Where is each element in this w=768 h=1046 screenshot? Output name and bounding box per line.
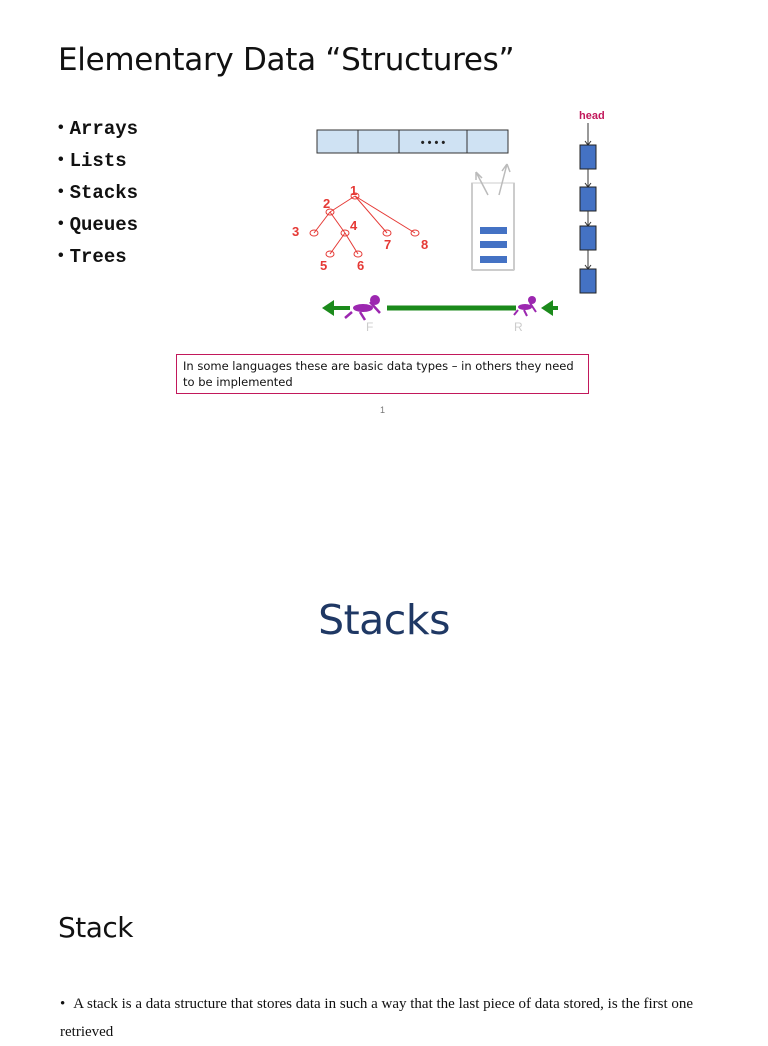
tree-label: 2 [323, 196, 331, 211]
data-structures-diagram [0, 100, 768, 340]
bullet-marker: • [60, 996, 66, 1012]
bullet-item: • Queues [58, 214, 139, 236]
bullet-text: Arrays [69, 118, 139, 140]
bullet-item: • Arrays [58, 118, 139, 140]
page-number: 1 [380, 405, 386, 415]
head-label: head [579, 110, 605, 122]
bullet-item: • Stacks [58, 182, 139, 204]
rear-figure-icon [514, 296, 536, 316]
description-text: A stack is a data structure that stores data in such a way that the last piece of data stored, is the first one retrieved [60, 996, 694, 1040]
queue-diagram [322, 295, 558, 334]
linked-list-diagram [579, 110, 605, 293]
front-figure-icon [345, 295, 380, 320]
bullet-text: Queues [69, 214, 139, 236]
tree-label: 3 [292, 224, 300, 239]
array-ellipsis: • • • • [420, 137, 446, 149]
bullet-text: Lists [69, 150, 127, 172]
stack-diagram [472, 164, 514, 270]
tree-label: 8 [421, 237, 429, 252]
tree-label: 5 [320, 258, 328, 273]
tree-label: 6 [357, 258, 365, 273]
queue-front-label: F [366, 320, 374, 334]
bullet-item: • Trees [58, 246, 127, 268]
tree-label: 4 [350, 218, 358, 233]
note-box: In some languages these are basic data types – in others they need to be implemented [176, 354, 589, 394]
bullet-text: Trees [69, 246, 127, 268]
bullet-item: • Lists [58, 150, 127, 172]
slide-heading: Stack [58, 911, 134, 944]
stack-description [60, 990, 720, 1046]
queue-rear-label: R [514, 320, 523, 334]
bullet-text: Stacks [69, 182, 139, 204]
slide-title: Elementary Data “Structures” [58, 42, 515, 78]
array-diagram [317, 130, 508, 153]
tree-label: 1 [350, 183, 358, 198]
tree-label: 7 [384, 237, 392, 252]
section-title: Stacks [318, 596, 450, 644]
